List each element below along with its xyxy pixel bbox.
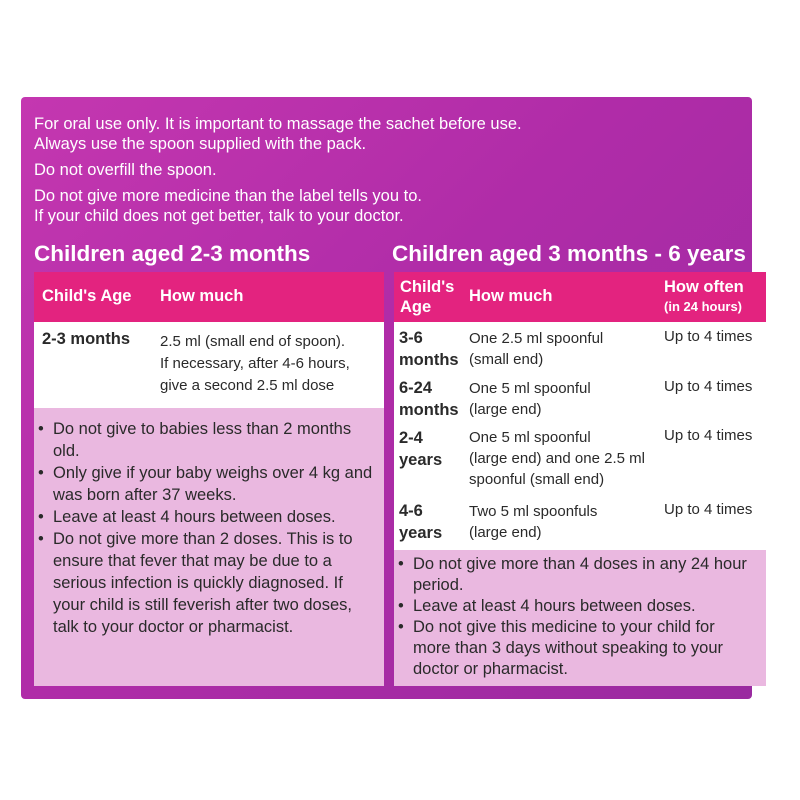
row-how-often: Up to 4 times xyxy=(664,501,753,518)
row-age xyxy=(399,377,459,421)
row-how-much xyxy=(469,378,591,420)
warning-item: • Do not give more than 2 doses. This is to ensure that fever that may be due to a serious infection is quickly diagnosed. If your child is still feverish after two doses, talk to your doctor or pharmacist. xyxy=(34,528,379,638)
row-how-much xyxy=(469,328,603,370)
dose-line: One 2.5 ml spoonful xyxy=(469,330,604,347)
dose-line: (large end) and one 2.5 ml xyxy=(469,450,645,467)
right-section-heading: Children aged 3 months - 6 years xyxy=(392,241,746,266)
header-line: (in 24 hours) xyxy=(664,299,743,314)
dose-line: (large end) xyxy=(469,524,542,541)
row-age: 2-3 months xyxy=(42,330,131,348)
row-how-often: Up to 4 times xyxy=(664,328,753,345)
header-line: Age xyxy=(400,298,432,316)
warning-item: • Leave at least 4 hours between doses. xyxy=(394,596,749,617)
warning-item: • Do not give more than 4 doses in any 24 hour period. xyxy=(394,554,749,596)
warning-item: • Do not give to babies less than 2 months old. xyxy=(34,418,379,462)
age-line: months xyxy=(399,351,459,369)
column-header-how-much: How much xyxy=(469,287,553,305)
age-line: months xyxy=(399,401,459,419)
row-dose xyxy=(160,331,350,397)
left-table-header xyxy=(34,272,384,322)
instruction-line: Do not overfill the spoon. xyxy=(34,161,217,179)
age-line: years xyxy=(399,451,443,469)
column-header-how-much: How much xyxy=(160,287,244,305)
dose-line: (small end) xyxy=(469,351,544,368)
row-age xyxy=(399,427,442,471)
right-dosage-table xyxy=(394,272,766,550)
age-line: 3-6 xyxy=(399,329,423,347)
row-how-often: Up to 4 times xyxy=(664,427,753,444)
row-age xyxy=(399,327,459,371)
right-table-header xyxy=(394,272,766,322)
age-line: 2-4 xyxy=(399,429,423,447)
instruction-line: If your child does not get better, talk to your doctor. xyxy=(34,207,404,225)
dose-line: give a second 2.5 ml dose xyxy=(160,377,335,394)
left-section-heading: Children aged 2-3 months xyxy=(34,241,311,266)
instruction-line: Always use the spoon supplied with the pack. xyxy=(34,135,367,153)
instruction-line: For oral use only. It is important to massage the sachet before use. xyxy=(34,115,522,133)
header-line: Child's xyxy=(400,278,455,296)
header-line: How often xyxy=(664,278,744,296)
column-header-age: Child's Age xyxy=(42,287,132,305)
warning-item: • Only give if your baby weighs over 4 kg and was born after 37 weeks. xyxy=(34,462,379,506)
right-warnings xyxy=(394,550,766,686)
dose-line: One 5 ml spoonful xyxy=(469,380,591,397)
dose-line: 2.5 ml (small end of spoon). xyxy=(160,333,346,350)
warning-item: • Do not give this medicine to your child for more than 3 days without speaking to your doctor or pharmacist. xyxy=(394,617,749,680)
row-how-much xyxy=(469,501,597,543)
left-warnings xyxy=(34,408,384,686)
age-line: 4-6 xyxy=(399,502,423,520)
dose-line: If necessary, after 4-6 hours, xyxy=(160,355,350,372)
left-dosage-table xyxy=(34,272,384,408)
usage-instructions xyxy=(34,114,734,226)
dose-line: (large end) xyxy=(469,401,542,418)
dose-line: One 5 ml spoonful xyxy=(469,429,591,446)
dose-line: Two 5 ml spoonfuls xyxy=(469,503,598,520)
row-how-much xyxy=(469,427,645,490)
row-how-often: Up to 4 times xyxy=(664,378,753,395)
row-age xyxy=(399,500,442,544)
column-header-age xyxy=(400,277,454,317)
age-line: years xyxy=(399,524,443,542)
column-header-how-often xyxy=(664,277,744,317)
dose-line: spoonful (small end) xyxy=(469,471,605,488)
instruction-line: Do not give more medicine than the label tells you to. xyxy=(34,187,422,205)
age-line: 6-24 xyxy=(399,379,433,397)
warning-item: • Leave at least 4 hours between doses. xyxy=(34,506,379,528)
